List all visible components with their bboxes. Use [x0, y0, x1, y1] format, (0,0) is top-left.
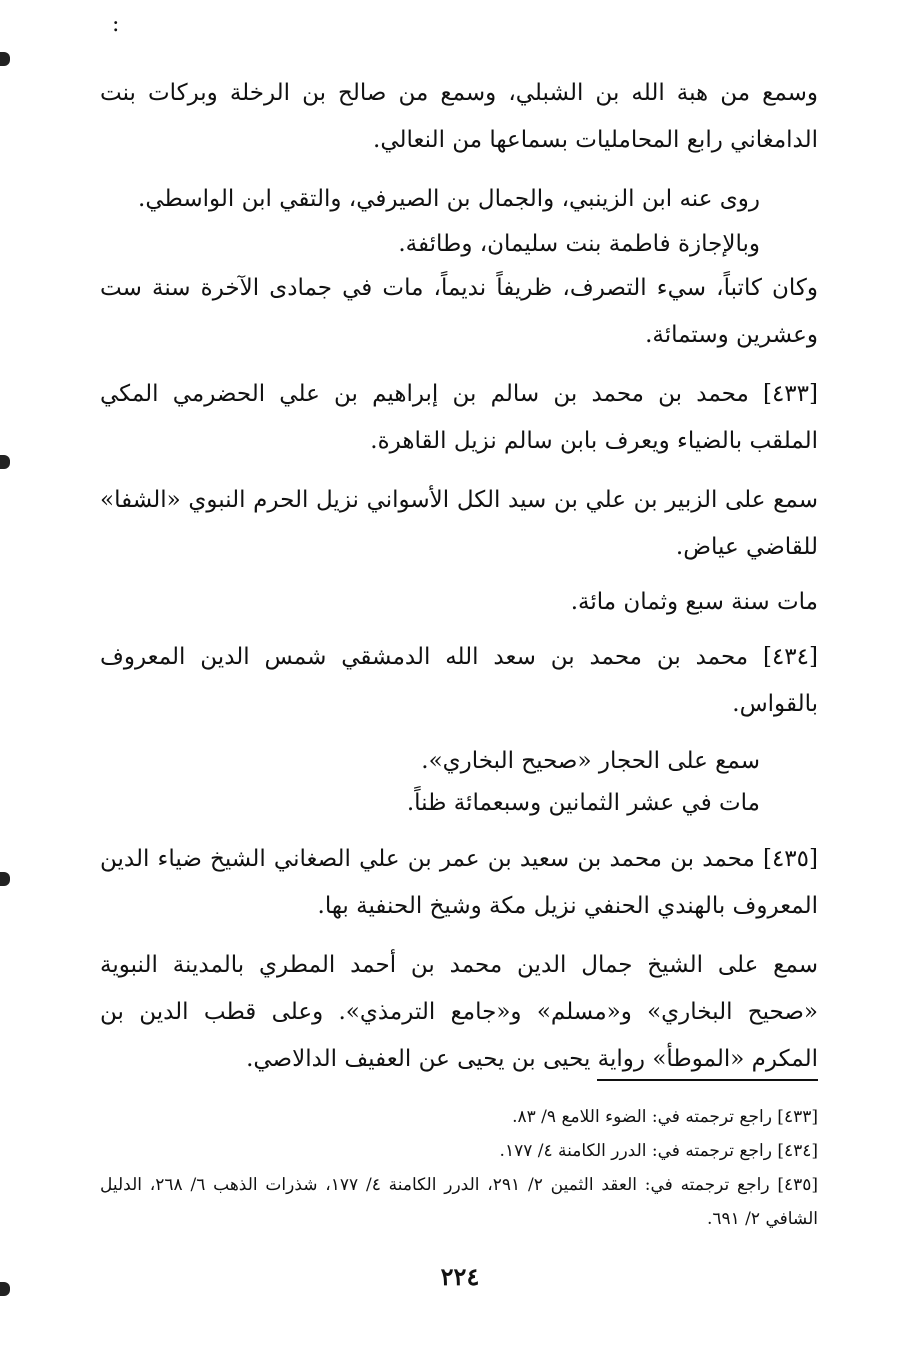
- footnote: [٤٣٥] راجع ترجمته في: العقد الثمين ٢/ ٢٩١، الدرر الكامنة ٤/ ١٧٧، شذرات الذهب ٦/ ٢٦٨، الدليل الشافي ٢/ ٦٩١.: [100, 1175, 818, 1229]
- footnote: [٤٣٣] راجع ترجمته في: الضوء اللامع ٩/ ٨٣.: [512, 1107, 818, 1127]
- scan-margin-mark: [0, 872, 10, 886]
- top-mark: :: [112, 12, 120, 37]
- scan-margin-mark: [0, 455, 10, 469]
- paragraph: مات سنة سبع وثمان مائة.: [570, 589, 818, 615]
- paragraph: سمع على الحجار «صحيح البخاري».: [421, 748, 760, 774]
- entry-heading-434: [٤٣٤] محمد بن محمد بن سعد الله الدمشقي شمس الدين المعروف بالقواس.: [100, 644, 818, 717]
- paragraph: سمع على الشيخ جمال الدين محمد بن أحمد المطري بالمدينة النبوية «صحيح البخاري» و«مسلم» و«جامع الترمذي». وعلى قطب الدين بن المكرم «الموطأ» رواية يحيى بن يحيى عن العفيف الدالاصي.: [100, 952, 818, 1072]
- paragraph: روى عنه ابن الزينبي، والجمال بن الصيرفي، والتقي ابن الواسطي.: [138, 186, 760, 212]
- main-text: [100, 70, 818, 1083]
- page-number: ٢٢٤: [440, 1262, 480, 1291]
- entry-heading-433: [٤٣٣] محمد بن محمد بن سالم بن إبراهيم بن علي الحضرمي المكي الملقب بالضياء ويعرف بابن سالم نزيل القاهرة.: [100, 381, 818, 454]
- entry-heading-435: [٤٣٥] محمد بن محمد بن سعيد بن عمر بن علي الصغاني الشيخ ضياء الدين المعروف بالهندي الحنفي نزيل مكة وشيخ الحنفية بها.: [100, 846, 818, 919]
- paragraph: مات في عشر الثمانين وسبعمائة ظناً.: [406, 790, 760, 816]
- footnote-divider: [597, 1079, 818, 1081]
- paragraph: وبالإجازة فاطمة بنت سليمان، وطائفة.: [398, 231, 760, 257]
- paragraph: سمع على الزبير بن علي بن سيد الكل الأسواني نزيل الحرم النبوي «الشفا» للقاضي عياض.: [100, 487, 818, 560]
- footnotes: [100, 1100, 818, 1236]
- paragraph: وكان كاتباً، سيء التصرف، ظريفاً نديماً، مات في جمادى الآخرة سنة ست وعشرين وستمائة.: [100, 275, 818, 348]
- paragraph: وسمع من هبة الله بن الشبلي، وسمع من صالح بن الرخلة وبركات بنت الدامغاني رابع المحامليات بسماعها من النعالي.: [100, 80, 818, 153]
- scan-margin-mark: [0, 52, 10, 66]
- footnote: [٤٣٤] راجع ترجمته في: الدرر الكامنة ٤/ ١٧٧.: [499, 1141, 818, 1161]
